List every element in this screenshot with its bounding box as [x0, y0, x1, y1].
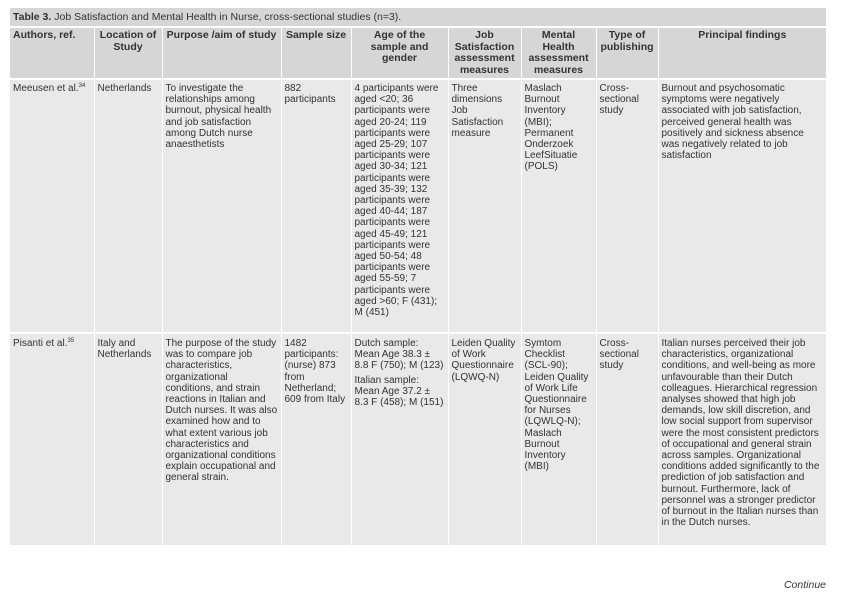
cell-sample-size: 882 participants — [281, 79, 351, 333]
cell-mental-health: Maslach Burnout Inventory (MBI); Permanent Onderzoek LeefSituatie (POLS) — [521, 79, 596, 333]
job-satisfaction-table — [10, 28, 826, 545]
cell-findings: Burnout and psychosomatic symptoms were negatively associated with job satisfaction, perceived general health was positively and sickness absence was negatively related to job satisfaction — [658, 79, 826, 333]
cell-author — [10, 333, 94, 545]
table-caption — [10, 8, 826, 28]
header-purpose: Purpose /aim of study — [162, 28, 281, 79]
cell-job-satisfaction: Three dimensions Job Satisfaction measure — [448, 79, 521, 333]
header-age-gender: Age of the sample and gender — [351, 28, 448, 79]
header-row — [10, 28, 826, 79]
table-row — [10, 79, 826, 333]
header-findings: Principal findings — [658, 28, 826, 79]
cell-sample-size: 1482 participants: (nurse) 873 from Netherland; 609 from Italy — [281, 333, 351, 545]
cell-job-satisfaction: Leiden Quality of Work Questionnaire (LQWQ-N) — [448, 333, 521, 545]
cell-age-gender: 4 participants were aged <20; 36 participants were aged 20-24; 119 participants were aged 25-29; 107 participants were aged 30-34; 121 participants were aged 35-39; 132 participants were aged 40-44; 187 participants were aged 45-49; 121 participants were aged 50-54; 48 participants were aged 55-59; 7 participants were aged >60; F (431); M (451) — [351, 79, 448, 333]
cell-location: Netherlands — [94, 79, 162, 333]
author-name: Meeusen et al. — [13, 83, 79, 94]
header-mental-health: Mental Health assessment measures — [521, 28, 596, 79]
continue-label: Continue — [783, 579, 826, 591]
cell-age-gender — [351, 333, 448, 545]
table-caption-label: Table 3. — [13, 11, 52, 23]
cell-type: Cross-sectional study — [596, 333, 658, 545]
cell-mental-health: Symtom Checklist (SCL-90); Leiden Quality of Work Life Questionnaire for Nurses (LQWLQ-N); Maslach Burnout Inventory (MBI) — [521, 333, 596, 545]
header-location: Location of Study — [94, 28, 162, 79]
cell-location: Italy and Netherlands — [94, 333, 162, 545]
cell-purpose: To investigate the relationships among burnout, physical health and job satisfaction among Dutch nurse anaesthetists — [162, 79, 281, 333]
reference-number: 35 — [67, 338, 75, 344]
age-gender-dutch: Dutch sample: Mean Age 38.3 ± 8.8 F (750); M (123) — [354, 338, 444, 372]
cell-author — [10, 79, 94, 333]
header-type: Type of publishing — [596, 28, 658, 79]
age-gender-italian: Italian sample: Mean Age 37.2 ± 8.3 F (458); M (151) — [354, 374, 444, 409]
table-container — [10, 8, 826, 545]
header-job-satisfaction: Job Satisfaction assessment measures — [448, 28, 521, 79]
table-caption-text: Job Satisfaction and Mental Health in Nurse, cross-sectional studies (n=3). — [54, 11, 402, 23]
header-authors: Authors, ref. — [10, 28, 94, 79]
header-sample-size: Sample size — [281, 28, 351, 79]
reference-number: 34 — [78, 83, 86, 89]
cell-purpose: The purpose of the study was to compare job characteristics, organizational conditions, and strain reactions in Italian and Dutch nurses. It was also examined how and to what extent various job characteristics and organizational conditions explain occupational and general strain. — [162, 333, 281, 545]
table-row — [10, 333, 826, 545]
cell-findings: Italian nurses perceived their job characteristics, organizational conditions, and well-being as more unfavourable than their Dutch colleagues. Hierarchical regression analyses showed that high job demands, low skill discretion, and low social support from supervisor were the most consistent predictors of occupational and general strain across samples. Organizational conditions added significantly to the prediction of job satisfaction and burnout. Furthermore, lack of personnel was a stronger predictor of burnout in the Italian nurses than in the Dutch nurses. — [658, 333, 826, 545]
author-name: Pisanti et al. — [13, 338, 68, 349]
cell-type: Cross-sectional study — [596, 79, 658, 333]
